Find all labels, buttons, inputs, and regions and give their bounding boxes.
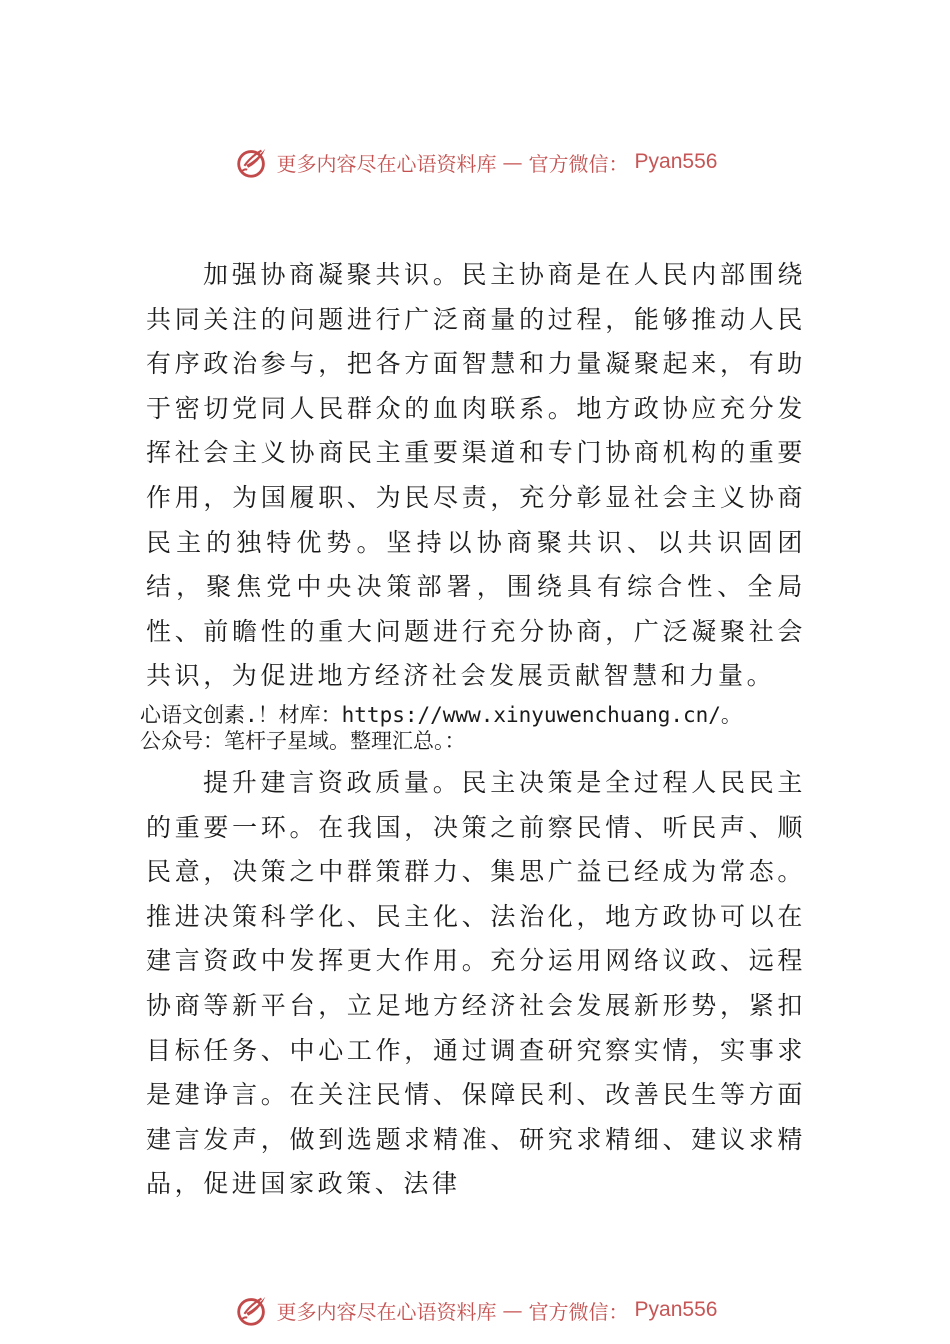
banner-separator: — — [502, 150, 523, 174]
body-paragraph-2: 提升建言资政质量。民主决策是全过程人民民主的重要一环。在我国，决策之前察民情、听民声、顺民意，决策之中群策群力、集思广益已经成为常态。推进决策科学化、民主化、法治化，地方政协可以在建言资政中发挥更大作用。充分运用网络议政、远程协商等新平台，立足地方经济社会发展新形势，紧扣目标任务、中心工作，通过调查研究察实情，实事求是建诤言。在关注民情、保障民利、改善民生等方面建言发声，做到选题求精准、研究求精细、建议求精品，促进国家政策、法律 — [146, 768, 806, 1199]
banner-slogan: 更多内容尽在心语资料库 — [276, 1299, 497, 1324]
banner-separator: — — [502, 1298, 523, 1322]
quill-logo-icon — [233, 1291, 271, 1329]
source-note — [140, 702, 860, 754]
footer-banner — [0, 1290, 950, 1330]
body-paragraph-1: 加强协商凝聚共识。民主协商是在人民内部围绕共同关注的问题进行广泛商量的过程，能够推动人民有序政治参与，把各方面智慧和力量凝聚起来，有助于密切党同人民群众的血肉联系。地方政协应充分发挥社会主义协商民主重要渠道和专门协商机构的重要作用，为国履职、为民尽责，充分彰显社会主义协商民主的独特优势。坚持以协商聚共识、以共识固团结，聚焦党中央决策部署，围绕具有综合性、全局性、前瞻性的重大问题进行充分协商，广泛凝聚社会共识，为促进地方经济社会发展贡献智慧和力量。 — [146, 260, 806, 691]
banner-wechat-id: Pyan556 — [634, 1298, 718, 1321]
quill-logo-icon — [233, 143, 271, 181]
banner-slogan: 更多内容尽在心语资料库 — [276, 151, 497, 176]
source-note-line-2: 公众号：笔杆子星域。整理汇总。： — [140, 729, 466, 753]
banner-wechat-label: 官方微信： — [528, 151, 629, 176]
source-note-line-1: 心语文创素.！材库：https://www.xinyuwenchuang.cn/。 — [140, 703, 742, 727]
banner-wechat-id: Pyan556 — [634, 150, 718, 173]
banner-wechat-label: 官方微信： — [528, 1299, 629, 1324]
header-banner — [0, 142, 950, 182]
